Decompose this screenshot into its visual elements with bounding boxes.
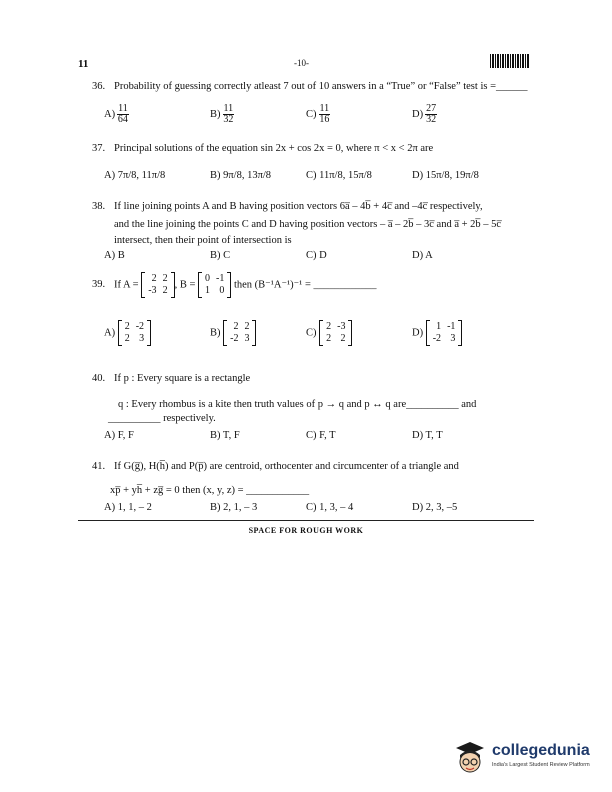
q39-option-a: A) 2 -2 2 3: [104, 320, 151, 346]
q36-option-a: A) $\frac{11}{64}$: [104, 103, 128, 125]
q37-option-b: B) 9π/8, 13π/8: [210, 170, 272, 181]
question-41-line2: xp̅ + yh̅ + zg̅ = 0 then (x, y, z) = ____________: [110, 485, 310, 496]
q36-option-b: B) $\frac{11}{32}$: [210, 103, 234, 125]
barcode: [490, 54, 530, 68]
question-39: 39. If A = 2 2 -3 2 , B = 0 -1 1 0 then (B⁻¹A⁻¹)⁻¹ = ____________: [92, 273, 377, 296]
matrix-b: 0 -1 1 0: [198, 272, 231, 298]
q37-option-d: D) 15π/8, 19π/8: [412, 170, 479, 181]
question-38: 38. If line joining points A and B having position vectors 6a̅ – 4b̅ + 4c̅ and –4c̅ respectively,: [92, 201, 483, 212]
question-36: 36. Probability of guessing correctly atleast 7 out of 10 answers in a “True” or “False” test is =______: [92, 81, 528, 92]
q40-option-b: B) T, F: [210, 430, 240, 441]
q37-option-c: C) 11π/8, 15π/8: [306, 170, 372, 181]
q39-option-c: C) 2 -3 2 2: [306, 320, 352, 346]
question-40: 40. If p : Every square is a rectangle: [92, 373, 251, 384]
question-38-line3: intersect, then their point of intersection is: [114, 235, 292, 246]
q41-option-d: D) 2, 3, –5: [412, 502, 458, 513]
q39-option-b: B) 2 2 -2 3: [210, 320, 256, 346]
q40-option-d: D) T, T: [412, 430, 443, 441]
brand-tagline: India's Largest Student Review Platform: [492, 762, 590, 768]
q38-option-c: C) D: [306, 250, 327, 261]
q38-option-d: D) A: [412, 250, 433, 261]
divider: [78, 520, 534, 521]
matrix-a: 2 2 -3 2: [141, 272, 174, 298]
question-40-line3: __________ respectively.: [108, 413, 216, 424]
q38-option-a: A) B: [104, 250, 125, 261]
q41-option-a: A) 1, 1, – 2: [104, 502, 152, 513]
question-38-line2: and the line joining the points C and D having position vectors – a̅ – 2b̅ – 3c̅ and a̅ + 2b̅ – 5c̅: [114, 219, 502, 230]
q38-option-b: B) C: [210, 250, 231, 261]
q37-option-a: A) 7π/8, 11π/8: [104, 170, 166, 181]
q40-option-c: C) F, T: [306, 430, 336, 441]
question-40-line2: q : Every rhombus is a kite then truth values of p → q and p ↔ q are__________ and: [118, 399, 477, 410]
q41-option-c: C) 1, 3, – 4: [306, 502, 354, 513]
q40-option-a: A) F, F: [104, 430, 134, 441]
student-mascot-icon: [452, 740, 488, 776]
question-41: 41. If G(g̅), H(h̅) and P(p̅) are centroid, orthocenter and circumcenter of a triangle and: [92, 461, 459, 472]
q36-option-c: C) $\frac{11}{16}$: [306, 103, 330, 125]
rough-work-label: SPACE FOR ROUGH WORK: [248, 526, 364, 535]
page-number: 11: [78, 58, 89, 70]
q39-option-d: D) 1 -1 -2 3: [412, 320, 462, 346]
page-label: -10-: [294, 58, 309, 68]
question-37: 37. Principal solutions of the equation sin 2x + cos 2x = 0, where π < x < 2π are: [92, 143, 434, 154]
brand-name: collegedunia: [492, 742, 590, 759]
q36-option-d: D) $\frac{27}{32}$: [412, 103, 437, 125]
q41-option-b: B) 2, 1, – 3: [210, 502, 258, 513]
